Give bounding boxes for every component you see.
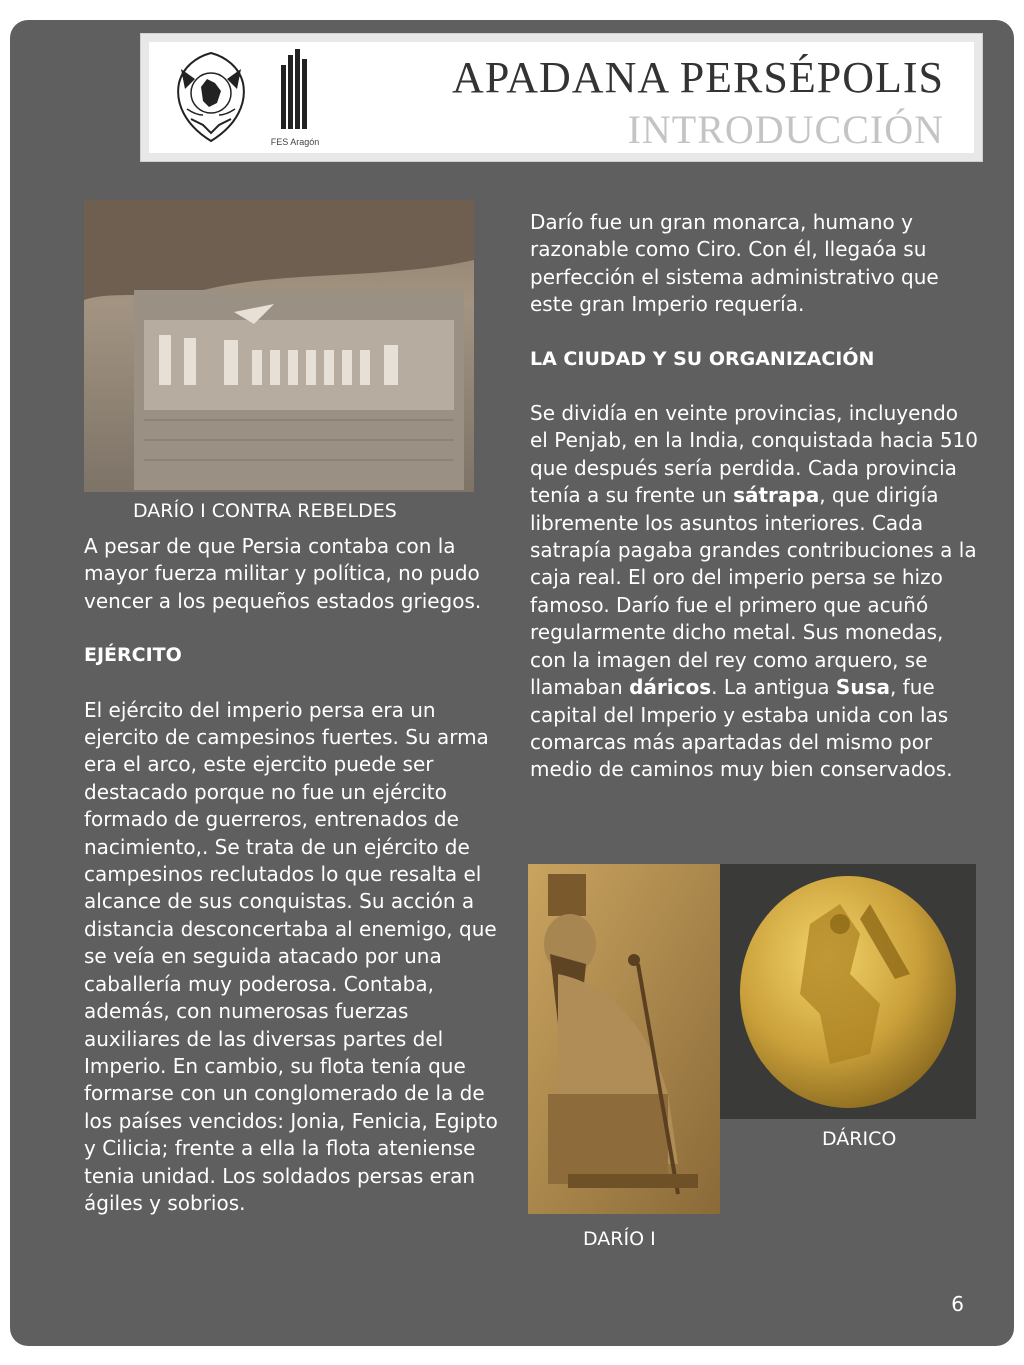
section-heading-ciudad: LA CIUDAD Y SU ORGANIZACIÓN <box>530 347 875 370</box>
right-body-text-2: , que dirigía libremente los asuntos interiores. Cada satrapía pagaba grandes contribuciones a la caja real. El oro del imperio persa se hizo famoso. Darío fue el primero que acuñó regularmente dicho metal. Sus monedas, con la imagen del rey como arquero, se llamaban <box>530 483 977 700</box>
relief-image <box>84 200 474 492</box>
right-body-text-1: Se dividía en veinte provincias, incluyendo el Penjab, en la India, conquistada hacia 510 que después sería perdida. Cada provincia tenía a su frente un <box>530 401 979 508</box>
left-column <box>84 533 504 1217</box>
left-intro-paragraph: A pesar de que Persia contaba con la mayor fuerza militar y política, no pudo vencer a los pequeños estados griegos. <box>84 534 482 613</box>
term-daricos: dáricos <box>629 675 712 700</box>
unam-crest-logo <box>171 49 251 145</box>
term-satrapa: sátrapa <box>733 483 820 508</box>
right-body-paragraph <box>530 400 980 784</box>
right-body-text-3: . La antigua <box>711 675 836 700</box>
relief-picture <box>84 200 474 492</box>
right-body-text-4: , fue capital del Imperio y estaba unida con las comarcas más apartadas del mismo por medio de caminos muy bien conservados. <box>530 675 953 782</box>
page-title: APADANA PERSÉPOLIS <box>452 53 944 102</box>
section-heading-ejercito: EJÉRCITO <box>84 644 182 667</box>
fes-columns-icon <box>267 47 323 133</box>
page-number: 6 <box>951 1292 964 1316</box>
term-susa: Susa <box>835 675 890 700</box>
header-banner <box>140 33 983 162</box>
page-subtitle: INTRODUCCIÓN <box>627 107 944 152</box>
left-body-paragraph: El ejército del imperio persa era un ejercito de campesinos fuertes. Su arma era el arco, este ejercito puede ser destacado porque no fue un ejército formado de guerreros, entrenados de nacimiento,. Se trata de un ejército de campesinos reclutados lo que resalta el alcance de sus conquistas. Su acción a distancia desconcertaba al enemigo, que se veía en seguida atacado por una caballería muy poderosa. Contaba, además, con numerosas fuerzas auxiliares de las diversas partes del Imperio. En cambio, su flota tenía que formarse con un conglomerado de la de los países vencidos: Jonia, Fenicia, Egipto y Cilicia; frente a ella la flota ateniense tenia unidad. Los soldados persas eran ágiles y sobrios. <box>84 697 498 1215</box>
fes-aragon-logo <box>267 47 323 147</box>
dario-picture <box>528 864 720 1214</box>
daric-coin-image <box>720 864 976 1119</box>
header-inner <box>149 42 974 153</box>
fes-label: FES Aragón <box>270 137 320 147</box>
right-column <box>530 209 980 784</box>
daric-caption: DÁRICO <box>822 1128 897 1150</box>
dario-image <box>528 864 720 1214</box>
dario-caption: DARÍO I <box>583 1228 656 1250</box>
relief-caption: DARÍO I CONTRA REBELDES <box>133 500 397 522</box>
right-intro-paragraph: Darío fue un gran monarca, humano y razonable como Ciro. Con él, llegaóa su perfección el sistema administrativo que este gran Imperio requería. <box>530 210 939 317</box>
daric-coin-picture <box>720 864 976 1119</box>
